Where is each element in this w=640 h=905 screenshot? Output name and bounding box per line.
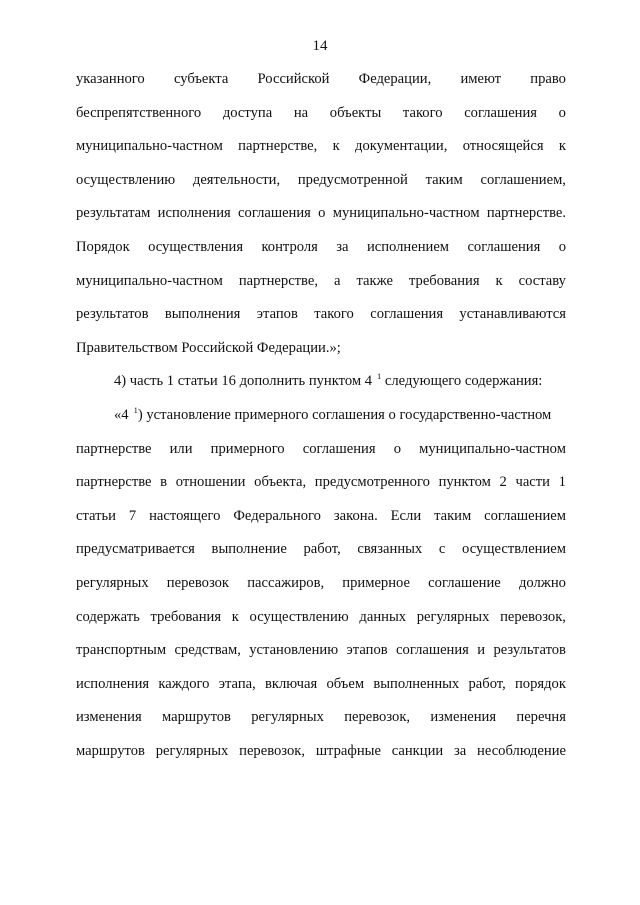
word: соглашения [464,104,538,121]
text-line [76,634,566,668]
word: регулярных [416,608,490,625]
word: контроля [261,238,318,255]
word: несоблюдение [477,742,566,759]
word: в [160,474,168,491]
word: муниципально-частном [76,272,223,289]
word: перечня [516,709,566,726]
word: партнерстве [76,440,152,457]
word: к [495,272,503,289]
word: субъекта [173,71,229,87]
text-line [76,265,566,299]
text-line [76,332,566,366]
word: перевозок [166,574,230,591]
word: о [318,205,326,222]
word: выполнение [211,541,287,558]
word: порядок [515,675,566,692]
word: имеют [460,71,502,87]
text-line [76,298,566,332]
text-line [76,701,566,735]
word: этапа, [218,675,256,692]
word: 7 [128,507,137,524]
word: результатам [76,205,151,222]
word: соглашения [396,642,469,659]
word: доступа [222,104,273,121]
word: транспортным [76,642,167,659]
text-line [76,433,566,467]
word: предусматривается [76,541,195,558]
word: указанного [76,71,145,87]
word: объекта, [254,474,307,491]
word: соглашение [428,574,501,591]
word: закона. [333,507,378,524]
word: на [293,104,309,121]
text-line [76,231,566,265]
word: требования [408,272,480,289]
word: муниципально-частном [419,440,566,457]
word: регулярных [155,742,229,759]
word: связанных [357,541,423,558]
word: требования [150,608,222,625]
text-line [76,500,566,534]
word: каждого [158,675,210,692]
word: Федерального [233,507,321,524]
word: за [336,238,349,255]
text-line [76,735,566,769]
word: маршрутов [76,742,145,759]
item-4-intro: 4) часть 1 статьи 16 дополнить пунктом 4 $^1$ следующего содержания: [114,371,543,390]
word: такого [402,104,443,121]
word: объекты [329,104,382,121]
word: перевозок, [500,608,566,625]
word: перевозок, [344,709,411,726]
item-4-quote-first-line [76,399,566,433]
word: о [558,104,566,121]
word: осуществлению [249,608,349,625]
line-text: Правительством Российской Федерации.»; [76,339,341,356]
word: маршрутов [162,709,231,726]
word: настоящего [149,507,221,524]
word: осуществлением [462,541,566,558]
word: содержать [76,608,140,625]
word: деятельности, [192,171,281,188]
word: предусмотренного [314,474,430,491]
word: о [558,238,566,255]
text-line [76,533,566,567]
word: установлению [249,642,339,659]
document-body [76,63,566,768]
item-4-intro-line [76,365,566,399]
word: части [515,474,550,491]
word: этапов [346,642,388,659]
word: или [169,440,193,457]
word: устанавливаются [459,306,566,323]
word: за [454,742,467,759]
word: Российской [257,71,330,87]
word: Федерации, [358,71,432,87]
word: беспрепятственного [76,104,202,121]
word: таким [434,507,472,524]
word: статьи [76,507,116,524]
word: включая [265,675,318,692]
word: партнерстве, [238,138,318,155]
text-line [76,668,566,702]
word: такого [314,306,354,323]
text-line [76,197,566,231]
word: осуществления [148,238,244,255]
word: регулярных [76,574,149,591]
word: муниципально-частном [332,205,480,222]
word: с [438,541,446,558]
text-line [76,164,566,198]
word: исполнением [366,238,450,255]
word: таким [425,171,463,188]
word: изменения [76,709,142,726]
word: к [332,138,340,155]
text-line [76,130,566,164]
word: а [333,272,341,289]
word: отношении [175,474,246,491]
word: выполнения [164,306,241,323]
text-line [76,466,566,500]
word: соглашения [302,440,376,457]
word: о [393,440,401,457]
item-4-quote-start: «4 $^1$) установление примерного соглашения о государственно-частном [114,404,552,423]
word: штрафные [315,742,381,759]
word: партнерстве. [486,205,566,222]
word: и [477,642,486,659]
word: 1 [558,474,566,491]
word: исполнения [76,675,150,692]
word: санкции [391,742,444,759]
word: результатов [76,306,149,323]
word: осуществлению [76,171,176,188]
word: также [356,272,393,289]
word: муниципально-частном [76,138,223,155]
word: данных [359,608,407,625]
word: пассажиров, [247,574,325,591]
word: соглашением [484,507,566,524]
word: результатов [493,642,566,659]
word: регулярных [251,709,324,726]
word: партнерстве, [238,272,318,289]
word: работ, [468,675,506,692]
word: объем [326,675,365,692]
word: соглашения [238,205,311,222]
word: относящейся [462,138,544,155]
word: к [231,608,239,625]
word: соглашения [467,238,541,255]
text-line [76,601,566,635]
word: соглашением, [480,171,566,188]
word: документации, [355,138,448,155]
word: партнерстве [76,474,152,491]
word: примерное [342,574,410,591]
word: пунктом [438,474,491,491]
text-line [76,97,566,131]
word: составу [518,272,566,289]
word: Если [390,507,422,524]
text-line [76,567,566,601]
word: предусмотренной [297,171,408,188]
word: 2 [499,474,507,491]
word: право [530,71,566,87]
word: Порядок [76,238,130,255]
word: исполнения [157,205,231,222]
word: работ, [303,541,341,558]
word: должно [518,574,566,591]
paragraph-continuation [76,63,566,365]
word: этапов [256,306,298,323]
word: примерного [210,440,285,457]
word: изменения [430,709,497,726]
item-4-quote-body [76,433,566,769]
word: перевозок, [239,742,306,759]
word: к [558,138,566,155]
word: соглашения [370,306,444,323]
text-line [76,63,566,97]
word: средствам, [174,642,241,659]
page-number: 14 [312,38,328,54]
word: выполненных [373,675,460,692]
